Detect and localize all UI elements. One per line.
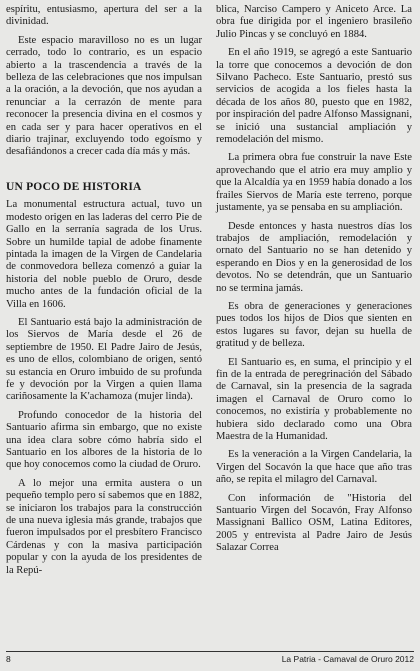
page-number: 8: [6, 654, 11, 664]
paragraph: En el año 1919, se agregó a este Santuario la torre que conocemos a devoción de don Silvano Pacheco. Este Santuario, prestó sus servicios de acogida a los fieles hasta la década de los años 80, puesto que en 1982, por inspiración del padre Alfonso Massignani, se inició una sustancial ampliación y remodelación del mismo.: [216, 47, 412, 146]
publication-name: La Patria - Camaval de Oruro 2012: [281, 654, 414, 664]
paragraph: El Santuario está bajo la administración de los Siervos de María desde el 26 de septiembre de 1950. El Padre Jairo de Jesús, es uno de ellos, colombiano de origen, sentó su estancia en Oruro imbuido de su profunda fe y devoción por la Virgen a quien llama cariñosamente la K'achamoza (mujer linda).: [6, 316, 202, 403]
left-column: [6, 4, 202, 583]
paragraph: El Santuario es, en suma, el principio y el fin de la entrada de peregrinación del Sábado de Carnaval, sin la presencia de la sagrada imagen el Carnaval de Oruro como lo conocemos, no existiría y probablemente no hubiera sido declarado como una Obra Maestra de la Humanidad.: [216, 356, 412, 442]
paragraph: La monumental estructura actual, tuvo un modesto origen en las laderas del cerro Pie de Gallo en la serranía sagrada de los Urus. Sobre un humilde tapial de adobe finamente pintada la imagen de la Virgen de Candelaria de conmovedora belleza comenzó a guiar la historia del noble pueblo de Oruro, desde mucho antes de la fundación oficial de la Villa en 1606.: [6, 199, 202, 310]
paragraph: A lo mejor una ermita austera o un pequeño templo pero sí sabemos que en 1882, se iniciaron los trabajos para la construcción de una nueva iglesia más grande, trabajos que fueron impulsados por el presbítero Francisco Cárdenas y con la masiva participación popular y con la ayuda de los presidentes de la Repú-: [6, 477, 202, 576]
section-heading: UN POCO DE HISTORIA: [6, 180, 142, 193]
paragraph: blica, Narciso Campero y Aniceto Arce. La obra fue dirigida por el ingeniero brasileño Julio Pincas y se concluyó en 1884.: [216, 4, 412, 40]
paragraph: espíritu, entusiasmo, apertura del ser a la divinidad.: [6, 4, 202, 28]
paragraph: Es la veneración a la Virgen Candelaria, la Virgen del Socavón la que hace que año tras año, se repita el milagro del Carnaval.: [216, 449, 412, 486]
right-column: [216, 4, 412, 561]
paragraph: Profundo conocedor de la historia del Santuario afirma sin embargo, que no existe una idea clara sobre cómo habría sido el Santuario en los albores de la historia de lo que hoy conocemos como la ciudad de Oruro.: [6, 409, 202, 471]
paragraph: La primera obra fue construir la nave Este aprovechando que el atrio era muy amplio y que la Alcaldía ya en 1959 había donado a los frailes Siervos de María este terreno, porque justamente, ya se pensaba en su ampliación.: [216, 152, 412, 214]
page-footer: [6, 651, 414, 664]
paragraph: Con información de "Historia del Santuario Virgen del Socavón, Fray Alfonso Massignani Ballico OSM, Latina Editores, 2005 y entrevista al Padre Jairo de Jesús Salazar Correa: [216, 492, 412, 554]
paragraph: Este espacio maravilloso no es un lugar cerrado, todo lo contrario, es un espacio abierto a la trascendencia a través de la belleza de las celebraciones que nos impulsan a la oración, a la devoción, que nos ayudan a renunciar a la cerrazón de mente para reconocer la presencia divina en el cosmos y en cada ser y para hacer operativos en el diario trajinar, excluyendo todo egoísmo y desafiándonos a crecer cada día más y más.: [6, 34, 202, 158]
paragraph: Desde entonces y hasta nuestros días los trabajos de ampliación, remodelación y ornato del Santuario no se han detenido y esperando en Dios y en la generosidad de los devotos. No se detendrán, que un Santuario no se termina jamás.: [216, 220, 412, 294]
paragraph: Es obra de generaciones y generaciones pues todos los hijos de Dios que sienten en estos lugares su favor, dejan su huella de gratitud y de belleza.: [216, 300, 412, 350]
